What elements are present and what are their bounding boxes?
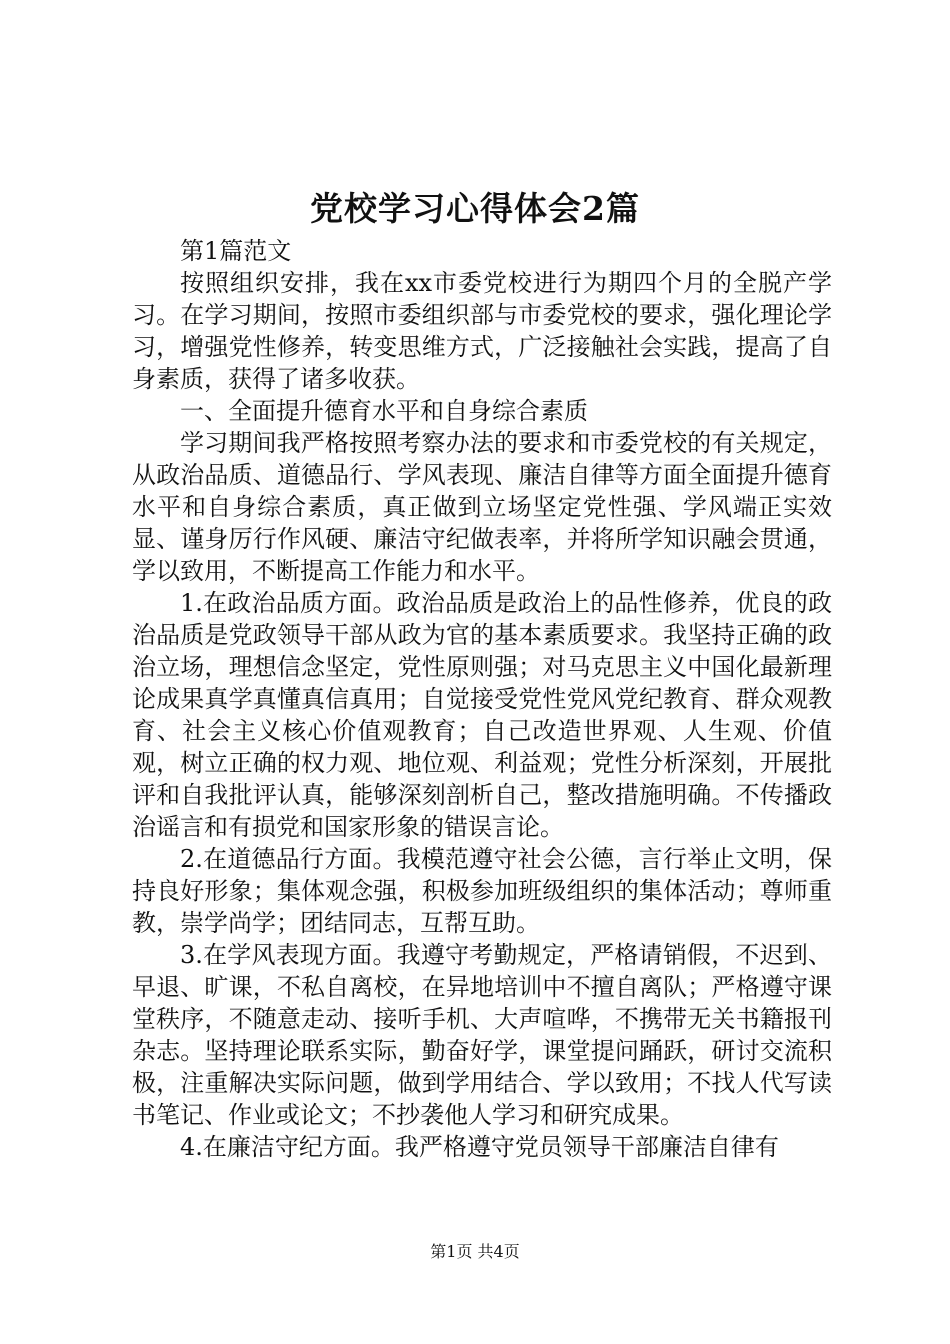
paragraph: 1.在政治品质方面。政治品质是政治上的品性修养，优良的政治品质是党政领导干部从政为官的基本素质要求。我坚持正确的政治立场，理想信念坚定，党性原则强；对马克思主义中国化最新理论成果真学真懂真信真用；自觉接受党性党风党纪教育、群众观教育、社会主义核心价值观教育；自己改造世界观、人生观、价值观，树立正确的权力观、地位观、利益观；党性分析深刻，开展批评和自我批评认真，能够深刻剖析自己，整改措施明确。不传播政治谣言和有损党和国家形象的错误言论。 [132, 589, 832, 841]
section-heading: 一、全面提升德育水平和自身综合素质 [180, 397, 588, 425]
paragraph: 3.在学风表现方面。我遵守考勤规定，严格请销假，不迟到、早退、旷课，不私自离校，在异地培训中不擅自离队；严格遵守课堂秩序，不随意走动、接听手机、大声喧哗，不携带无关书籍报刊杂志。坚持理论联系实际，勤奋好学，课堂提问踊跃，研讨交流积极，注重解决实际问题，做到学用结合、学以致用；不找人代写读书笔记、作业或论文；不抄袭他人学习和研究成果。 [132, 941, 832, 1129]
section-label: 第1篇范文 [180, 237, 292, 265]
paragraph: 4.在廉洁守纪方面。我严格遵守党员领导干部廉洁自律有 [180, 1133, 779, 1161]
document-body [132, 235, 832, 1163]
document-title: 党校学习心得体会2篇 [310, 189, 640, 228]
paragraph: 按照组织安排，我在xx市委党校进行为期四个月的全脱产学习。在学习期间，按照市委组织部与市委党校的要求，强化理论学习，增强党性修养，转变思维方式，广泛接触社会实践，提高了自身素质，获得了诸多收获。 [132, 269, 832, 393]
paragraph: 2.在道德品行方面。我模范遵守社会公德，言行举止文明，保持良好形象；集体观念强，积极参加班级组织的集体活动；尊师重教，崇学尚学；团结同志，互帮互助。 [132, 845, 832, 937]
paragraph: 学习期间我严格按照考察办法的要求和市委党校的有关规定，从政治品质、道德品行、学风表现、廉洁自律等方面全面提升德育水平和自身综合素质，真正做到立场坚定党性强、学风端正实效显、谨身厉行作风硬、廉洁守纪做表率，并将所学知识融会贯通，学以致用，不断提高工作能力和水平。 [132, 429, 832, 585]
page-footer: 第1页 共4页 [430, 1242, 520, 1261]
